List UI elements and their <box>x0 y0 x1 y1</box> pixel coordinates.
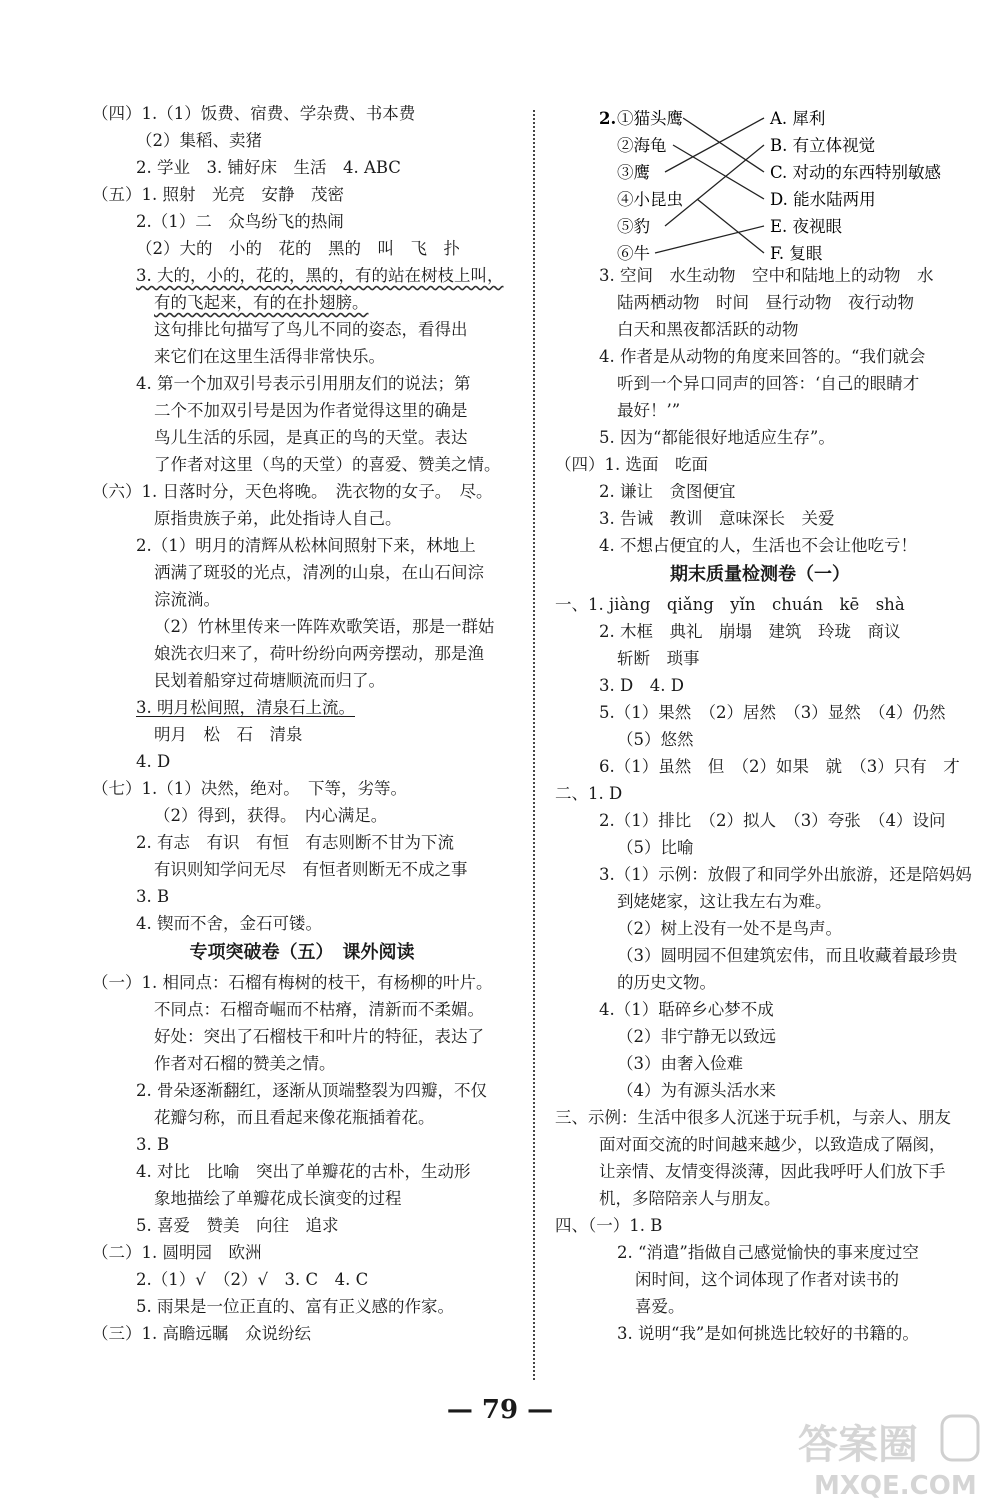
answer-line: （3）由奢入俭难 <box>617 1054 743 1073</box>
answer-line: 作者对石榴的赞美之情。 <box>154 1054 336 1073</box>
answer-line: 2. 学业 3. 铺好床 生活 4. ABC <box>136 158 401 177</box>
answer-line: （2）非宁静无以致远 <box>617 1027 776 1046</box>
answer-line: 鸟儿生活的乐园，是真正的鸟的天堂。表达 <box>154 428 468 447</box>
answer-line: 2. “消遣”指做自己感觉愉快的事来度过空 <box>617 1243 919 1262</box>
answer-line: 喜爱。 <box>635 1297 685 1316</box>
matching-lines <box>555 100 965 262</box>
matching-number: 2. <box>599 109 617 128</box>
answer-line: （2）得到，获得。 内心满足。 <box>154 806 388 825</box>
answer-line: 娘洗衣归来了，荷叶纷纷向两旁摆动，那是渔 <box>154 644 484 663</box>
answer-line: 3. 大的，小的，花的，黑的，有的站在树枝上叫， <box>136 266 504 285</box>
matching-trait: D. 能水陆两用 <box>770 190 876 209</box>
answer-line: 有的飞起来，有的在扑翅膀。 <box>154 293 369 312</box>
right-column <box>555 100 972 1347</box>
answer-line: 的历史文物。 <box>617 973 716 992</box>
matching-animal: ③鹰 <box>617 163 650 182</box>
answer-line: 陆两栖动物 时间 昼行动物 夜行动物 <box>617 293 914 312</box>
matching-trait: F. 复眼 <box>770 244 823 262</box>
answer-line: 4. 锲而不舍，金石可镂。 <box>136 914 322 933</box>
answer-line: 洒满了斑驳的光点，清冽的山泉，在山石间淙 <box>154 563 484 582</box>
answer-line: 4.（1）聒碎乡心梦不成 <box>599 1000 774 1019</box>
answer-line: 淙流淌。 <box>154 590 220 609</box>
answer-line: （5）悠然 <box>617 730 694 749</box>
matching-animal: ④小昆虫 <box>617 190 683 209</box>
answer-line: （七）1.（1）决然，绝对。 下等，劣等。 <box>92 779 407 798</box>
matching-trait: A. 犀利 <box>770 109 826 128</box>
matching-trait: C. 对动的东西特别敏感 <box>770 163 942 182</box>
answer-line: 三、示例：生活中很多人沉迷于玩手机，与亲人、朋友 <box>555 1108 951 1127</box>
answer-line: （四）1.（1）饭费、宿费、学杂费、书本费 <box>92 104 416 123</box>
answer-line: （4）为有源头活水来 <box>617 1081 776 1100</box>
answer-line: （五）1. 照射 光亮 安静 茂密 <box>92 185 344 204</box>
answer-line: 这句排比句描写了鸟儿不同的姿态，看得出 <box>154 320 468 339</box>
column-divider <box>533 110 535 1380</box>
section-title: 专项突破卷（五） 课外阅读 <box>189 942 415 963</box>
matching-line <box>673 145 764 199</box>
answer-line: 白天和黑夜都活跃的动物 <box>617 320 799 339</box>
answer-line: （3）圆明园不但建筑宏伟，而且收藏着最珍贵 <box>617 946 958 965</box>
answer-line: 2. 有志 有识 有恒 有志则断不甘为下流 <box>136 833 454 852</box>
answer-line: 4. 作者是从动物的角度来回答的。“我们就会 <box>599 347 926 366</box>
answer-line: （2）大的 小的 花的 黑的 叫 飞 扑 <box>136 239 460 258</box>
answer-line: 3.（1）示例：放假了和同学外出旅游，还是陪妈妈 <box>599 865 972 884</box>
svg-text:答案圈: 答案圈 <box>798 1422 918 1468</box>
matching-exercise <box>555 100 965 262</box>
answer-line: 3. D 4. D <box>599 676 684 695</box>
answer-line: 最好！’” <box>617 401 681 420</box>
answer-line: （二）1. 圆明园 欧洲 <box>92 1243 262 1262</box>
answer-line: 听到一个异口同声的回答：‘自己的眼睛才 <box>617 374 920 393</box>
answer-line: 二、1. D <box>555 784 623 803</box>
matching-animal: ⑤豹 <box>617 217 650 236</box>
answer-line: 5.（1）果然 （2）居然 （3）显然 （4）仍然 <box>599 703 946 722</box>
answer-line: 到姥姥家，这让我左右为难。 <box>617 892 832 911</box>
answer-line: 4. 不想占便宜的人，生活也不会让他吃亏！ <box>599 536 917 555</box>
answer-line: 3. B <box>136 1135 170 1154</box>
answer-line: 四、（一）1. B <box>555 1216 663 1235</box>
answer-line: 花瓣匀称，而且看起来像花瓶插着花。 <box>154 1108 435 1127</box>
answer-line: 4. D <box>136 752 171 771</box>
matching-animal: ①猫头鹰 <box>617 109 683 128</box>
answer-line: 让亲情、友情变得淡薄，因此我呼吁人们放下手 <box>599 1162 946 1181</box>
page-number: — 79 — <box>446 1395 554 1425</box>
answer-line: 3. B <box>136 887 170 906</box>
answer-line: （一）1. 相同点：石榴有梅树的枝干，有杨柳的叶片。 <box>92 973 493 992</box>
answer-line: 2.（1）明月的清辉从松林间照射下来，林地上 <box>136 536 476 555</box>
answer-line: （5）比喻 <box>617 838 694 857</box>
answer-line: 5. 因为“都能很好地适应生存”。 <box>599 428 835 447</box>
matching-trait: B. 有立体视觉 <box>770 136 876 155</box>
answer-line: 了作者对这里（鸟的天堂）的喜爱、赞美之情。 <box>154 455 501 474</box>
answer-line: 原指贵族子弟，此处指诗人自己。 <box>154 509 402 528</box>
matching-line <box>683 118 764 172</box>
answer-line: 2.（1）排比 （2）拟人 （3）夸张 （4）设问 <box>599 811 946 830</box>
matching-trait: E. 夜视眼 <box>770 217 843 236</box>
section-title: 期末质量检测卷（一） <box>670 564 850 585</box>
watermark-logo <box>792 1412 982 1502</box>
answer-line: 象地描绘了单瓣花成长演变的过程 <box>154 1189 402 1208</box>
answer-line: （六）1. 日落时分，天色将晚。 洗衣物的女子。 尽。 <box>92 482 493 501</box>
answer-line: 4. 第一个加双引号表示引用朋友们的说法；第 <box>136 374 471 393</box>
answer-line: （2）集稻、卖猪 <box>136 131 262 150</box>
answer-line: 3. 说明“我”是如何挑选比较好的书籍的。 <box>617 1324 919 1343</box>
answer-line: 不同点：石榴奇崛而不枯瘠，清新而不柔媚。 <box>154 1000 484 1019</box>
answer-line: 5. 雨果是一位正直的、富有正义感的作家。 <box>136 1297 454 1316</box>
answer-line: 二个不加双引号是因为作者觉得这里的确是 <box>154 401 468 420</box>
answer-line: 6.（1）虽然 但 （2）如果 就 （3）只有 才 <box>599 757 960 776</box>
answer-line: 2.（1）√ （2）√ 3. C 4. C <box>136 1270 369 1289</box>
matching-animal: ②海龟 <box>617 136 667 155</box>
answer-line: 民划着船穿过荷塘顺流而归了。 <box>154 671 385 690</box>
answer-line: 闲时间，这个词体现了作者对读书的 <box>635 1270 899 1289</box>
answer-line: 斩断 琐事 <box>617 649 700 668</box>
matching-animal: ⑥牛 <box>617 244 650 262</box>
svg-text:MXQE.COM: MXQE.COM <box>814 1471 977 1501</box>
answer-line: （2）竹林里传来一阵阵欢歌笑语，那是一群姑 <box>154 617 495 636</box>
answer-line: 2. 谦让 贪图便宜 <box>599 482 736 501</box>
answer-line: 面对面交流的时间越来越少，以致造成了隔阂， <box>599 1135 946 1154</box>
answer-line: 一、1. jiàng qiǎng yǐn chuán kē shà <box>555 595 905 614</box>
answer-line: 2. 骨朵逐渐翻红，逐渐从顶端整裂为四瓣，不仅 <box>136 1081 487 1100</box>
answer-line: 明月 松 石 清泉 <box>154 725 303 744</box>
left-column <box>92 100 512 1347</box>
answer-line: 3. 明月松间照，清泉石上流。 <box>136 698 355 717</box>
answer-line: 好处：突出了石榴枝干和叶片的特征，表达了 <box>154 1027 484 1046</box>
answer-line: 有识则知学问无尽 有恒者则断无不成之事 <box>154 860 468 879</box>
answer-line: 2.（1）二 众鸟纷飞的热闹 <box>136 212 344 231</box>
answer-line: （三）1. 高瞻远瞩 众说纷纭 <box>92 1324 311 1343</box>
answer-line: 2. 木框 典礼 崩塌 建筑 玲珑 商议 <box>599 622 901 641</box>
matching-line <box>697 199 764 253</box>
answer-line: 3. 告诫 教训 意味深长 关爱 <box>599 509 835 528</box>
answer-line: 4. 对比 比喻 突出了单瓣花的古朴，生动形 <box>136 1162 471 1181</box>
answer-line: （四）1. 选面 吃面 <box>555 455 708 474</box>
answer-line: （2）树上没有一处不是鸟声。 <box>617 919 842 938</box>
answer-line: 5. 喜爱 赞美 向往 追求 <box>136 1216 339 1235</box>
answer-line: 来它们在这里生活得非常快乐。 <box>154 347 385 366</box>
answer-line: 3. 空间 水生动物 空中和陆地上的动物 水 <box>599 266 934 285</box>
answer-line: 机，多陪陪亲人与朋友。 <box>599 1189 781 1208</box>
